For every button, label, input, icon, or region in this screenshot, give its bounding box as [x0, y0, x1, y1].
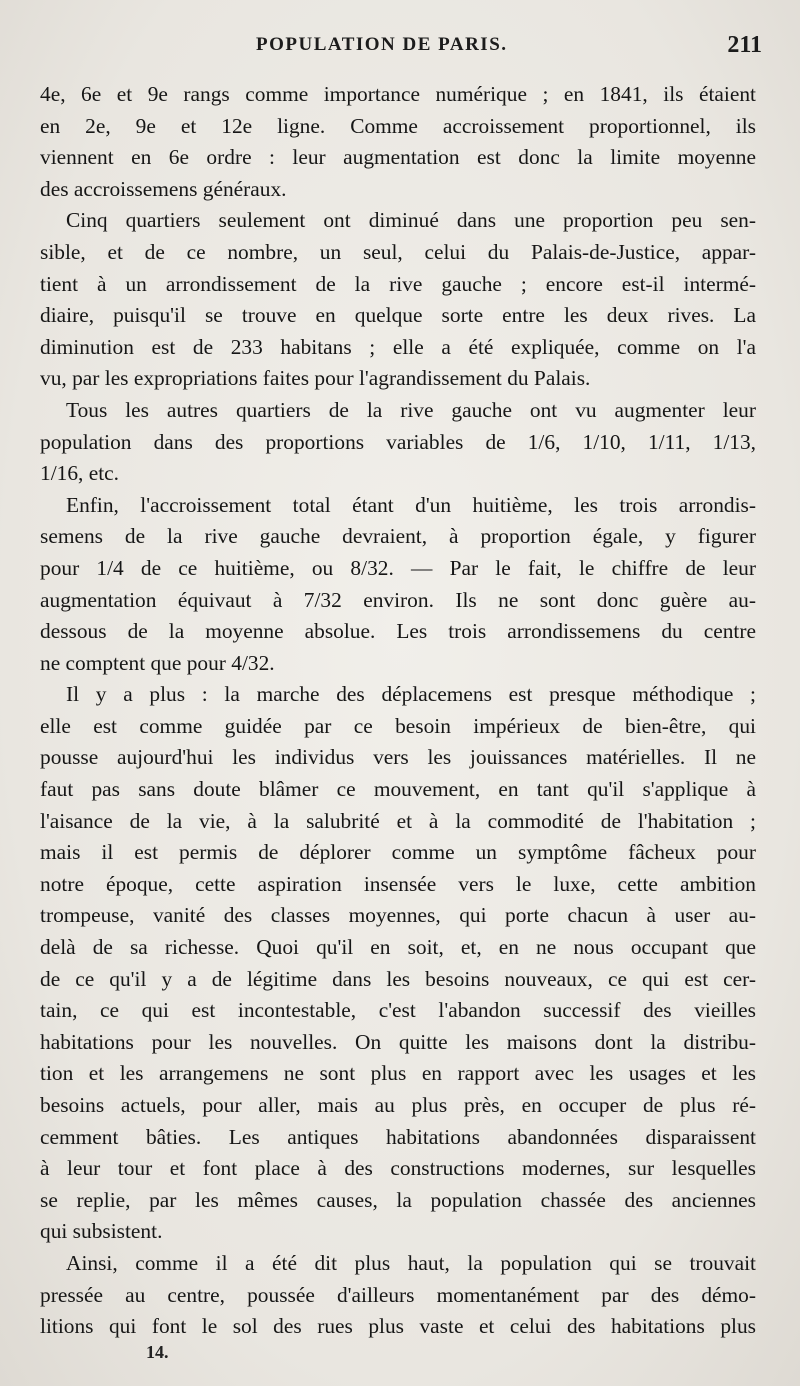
text-line: tient à un arrondissement de la rive gauche ; encore est-il intermé- [40, 271, 756, 296]
paragraph [40, 490, 756, 680]
text-line: diminution est de 233 habitans ; elle a été expliquée, comme on l'a [40, 334, 756, 359]
text-line: 1/16, etc. [40, 461, 120, 486]
paragraph [40, 205, 756, 395]
running-title: POPULATION DE PARIS. [256, 34, 508, 55]
text-line: habitations pour les nouvelles. On quitte les maisons dont la distribu- [40, 1029, 756, 1054]
paragraph [40, 679, 756, 1248]
text-line: Enfin, l'accroissement total étant d'un huitième, les trois arrondis- [66, 492, 756, 517]
text-line: Il y a plus : la marche des déplacemens est presque méthodique ; [66, 682, 756, 707]
text-line: mais il est permis de déplorer comme un symptôme fâcheux pour [40, 840, 756, 865]
text-line: pousse aujourd'hui les individus vers les jouissances matérielles. Il ne [40, 745, 756, 770]
text-line: Cinq quartiers seulement ont diminué dans une proportion peu sen- [66, 208, 756, 233]
text-line: litions qui font le sol des rues plus vaste et celui des habitations plus [40, 1314, 756, 1339]
text-line: Tous les autres quartiers de la rive gauche ont vu augmenter leur [66, 397, 756, 422]
text-line: trompeuse, vanité des classes moyennes, qui porte chacun à user au- [40, 903, 756, 928]
text-line: elle est comme guidée par ce besoin impérieux de bien-être, qui [40, 713, 756, 738]
text-line: sible, et de ce nombre, un seul, celui du Palais-de-Justice, appar- [40, 239, 756, 264]
text-line: tion et les arrangemens ne sont plus en rapport avec les usages et les [40, 1061, 756, 1086]
page-number: 211 [727, 32, 762, 58]
text-line: l'aisance de la vie, à la salubrité et à la commodité de l'habitation ; [40, 808, 756, 833]
text-line: notre époque, cette aspiration insensée vers le luxe, cette ambition [40, 871, 756, 896]
paragraph [40, 1248, 756, 1343]
text-line: diaire, puisqu'il se trouve en quelque sorte entre les deux rives. La [40, 303, 756, 328]
body-text [40, 79, 756, 1343]
text-line: vu, par les expropriations faites pour l'agrandissement du Palais. [40, 366, 591, 391]
text-line: qui subsistent. [40, 1219, 163, 1244]
page-header [40, 34, 762, 64]
text-line: tain, ce qui est incontestable, c'est l'abandon successif des vieilles [40, 998, 756, 1023]
paragraph [40, 395, 756, 490]
text-line: population dans des proportions variables de 1/6, 1/10, 1/11, 1/13, [40, 429, 756, 454]
text-line: besoins actuels, pour aller, mais au plus près, en occuper de plus ré- [40, 1093, 756, 1117]
text-line: dessous de la moyenne absolue. Les trois arrondissemens du centre [40, 619, 756, 644]
text-line: faut pas sans doute blâmer ce mouvement, en tant qu'il s'applique à [40, 777, 756, 802]
text-line: Ainsi, comme il a été dit plus haut, la population qui se trouvait [66, 1250, 756, 1275]
text-line: des accroissemens généraux. [40, 176, 287, 201]
text-line: pressée au centre, poussée d'ailleurs momentanément par des démo- [40, 1282, 756, 1307]
text-line: cemment bâties. Les antiques habitations abandonnées disparaissent [40, 1124, 756, 1149]
text-line: viennent en 6e ordre : leur augmentation est donc la limite moyenne [40, 145, 756, 170]
text-line: à leur tour et font place à des constructions modernes, sur lesquelles [40, 1156, 756, 1181]
paragraph [40, 79, 756, 205]
signature-mark: 14. [146, 1342, 169, 1362]
text-line: de ce qu'il y a de légitime dans les besoins nouveaux, ce qui est cer- [40, 966, 756, 991]
text-line: 4e, 6e et 9e rangs comme importance numérique ; en 1841, ils étaient [40, 82, 756, 106]
text-line: semens de la rive gauche devraient, à proportion égale, y figurer [40, 524, 756, 549]
text-line: en 2e, 9e et 12e ligne. Comme accroissement proportionnel, ils [40, 113, 756, 138]
text-line: ne comptent que pour 4/32. [40, 650, 275, 675]
text-line: se replie, par les mêmes causes, la population chassée des anciennes [40, 1187, 756, 1212]
text-line: augmentation équivaut à 7/32 environ. Ils ne sont donc guère au- [40, 587, 756, 612]
text-line: delà de sa richesse. Quoi qu'il en soit, et, en ne nous occupant que [40, 935, 756, 960]
text-line: pour 1/4 de ce huitième, ou 8/32. — Par le fait, le chiffre de leur [40, 555, 756, 580]
